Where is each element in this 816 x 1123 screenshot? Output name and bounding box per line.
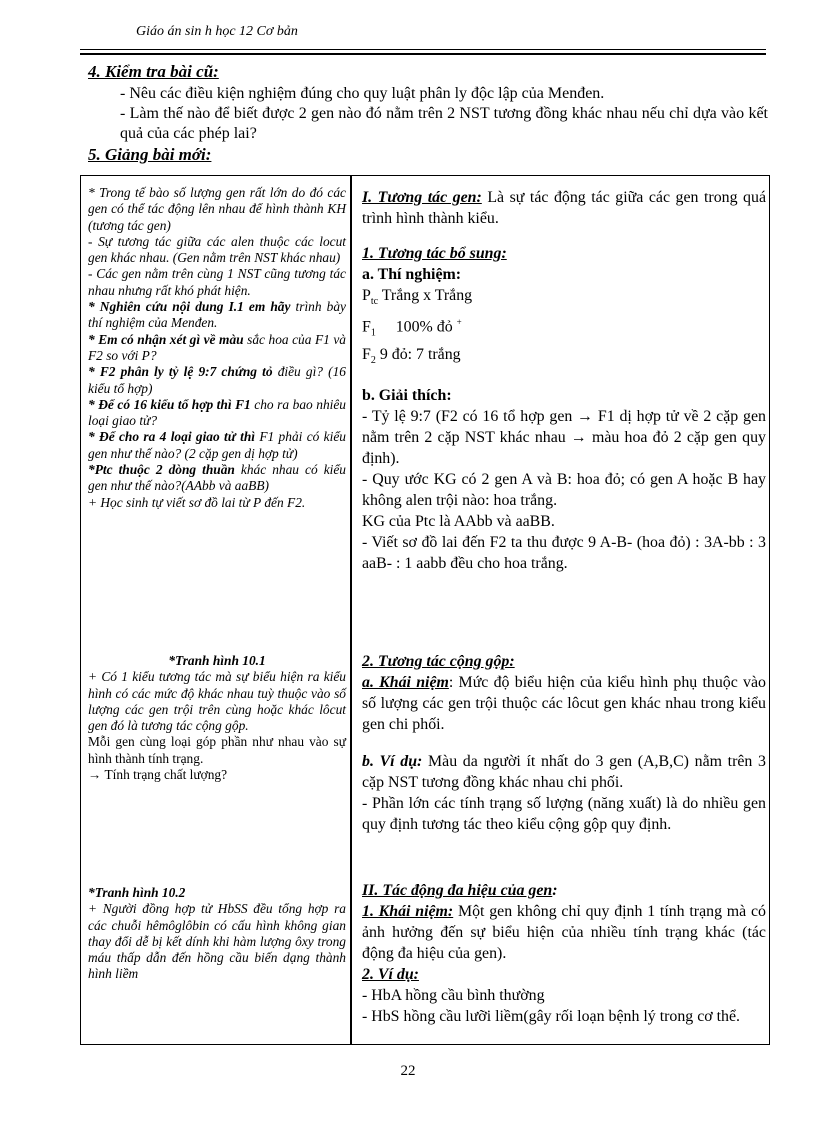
figure-label-10-2: *Tranh hình 10.2: [88, 885, 186, 900]
left-text: *Ptc thuộc 2 dòng thuần khác nhau có kiểu gen như thế nào?(AAbb và aaBB): [88, 462, 346, 494]
review-question-1: - Nêu các điều kiện nghiệm đúng cho quy luật phân ly độc lập của Menđen.: [120, 85, 605, 102]
header-rule-thick: [80, 53, 766, 55]
cross-f2: $F_2$ 9 đỏ: 7 trắng: [362, 345, 461, 366]
section-4-title: 4. Kiểm tra bài cũ:: [88, 62, 219, 81]
table-column-divider: [350, 175, 352, 1045]
left-text: * Em có nhận xét gì về màu sắc hoa của F1 và F2 so với P?: [88, 331, 346, 363]
right-heading-b: b. Giải thích:: [362, 386, 452, 404]
left-text: * F2 phân ly tỷ lệ 9:7 chứng tỏ điều gì? (16 kiểu tổ hợp): [88, 364, 346, 396]
right-text: - HbS hồng cầu lưỡi liềm(gây rối loạn bệnh lý trong cơ thể.: [362, 1008, 741, 1025]
right-text: - HbA hồng cầu bình thường: [362, 987, 545, 1004]
left-column-part3: [88, 885, 346, 983]
page-header: Giáo án sin h học 12 Cơ bản: [136, 24, 298, 39]
left-text: + Người đồng hợp tử HbSS đều tổng hợp ra các chuỗi hêmôglôbin có cấu hình không gian thay đổi dễ bị kết dính khi hàm lượng ôxy trong máu thấp dẫn đến hồng cầu biến dạng thành hình liềm: [88, 901, 346, 982]
left-text: Mỗi gen cùng loại góp phần như nhau vào sự hình thành tính trạng.: [88, 734, 346, 766]
right-column: [362, 187, 766, 574]
section-5-title: 5. Giảng bài mới:: [88, 145, 212, 164]
left-text: → Tính trạng chất lượng?: [88, 767, 228, 783]
left-text: * Để cho ra 4 loại giao tử thì F1 phải có kiểu gen như thế nào? (2 cặp gen dị hợp tử): [88, 429, 346, 461]
right-heading-2: II. Tác động đa hiệu của gen:: [362, 882, 558, 899]
right-text: - Tỷ lệ 9:7 (F2 có 16 tổ hợp gen → F1 dị hợp tử về 2 cặp gen nằm trên 2 cặp NST khác nhau → màu hoa đỏ 2 cặp gen quy định).: [362, 407, 766, 467]
right-text: - Phần lớn các tính trạng số lượng (năng xuất) là do nhiều gen quy định tương tác theo kiểu cộng gộp quy định.: [362, 795, 766, 833]
left-text: - Các gen nằm trên cùng 1 NST cũng tương tác nhau nhưng rất khó phát hiện.: [88, 266, 346, 298]
left-text: + Học sinh tự viết sơ đồ lai từ P đến F2.: [88, 494, 306, 510]
right-heading-a: a. Thí nghiệm:: [362, 266, 462, 283]
review-question-2: - Làm thế nào để biết được 2 gen nào đó nằm trên 2 NST tương đồng khác nhau nếu chỉ dựa vào kết quả của các phép lai?: [120, 105, 768, 142]
page-number: 22: [400, 1063, 416, 1079]
right-text: KG của Ptc là AAbb và aaBB.: [362, 512, 555, 530]
right-text: a. Khái niệm: Mức độ biểu hiện của kiểu hình phụ thuộc vào số lượng các gen trội thuộc các lôcut gen khác nhau trong kiểu gen chi phối.: [362, 674, 766, 733]
header-rule-thin: [80, 49, 766, 50]
cross-p: $P_{tc}$ Trắng x Trắng: [362, 287, 473, 308]
figure-label-10-1: *Tranh hình 10.1: [168, 653, 266, 668]
right-text: - Quy ước KG có 2 gen A và B: hoa đỏ; có gen A hoặc B hay không alen trội nào: hoa trắng.: [362, 470, 766, 509]
spacer: [362, 371, 766, 385]
left-text: * Để có 16 kiểu tổ hợp thì F1 cho ra bao nhiêu loại giao tử?: [88, 396, 346, 429]
right-text: 1. Khái niệm: Một gen không chỉ quy định 1 tính trạng mà có ảnh hưởng đến sự biểu hiện của nhiều tính trạng khác (tác động đa hiệu của gen).: [362, 903, 766, 962]
left-text: * Nghiên cứu nội dung I.1 em hãy trình bày thí nghiệm của Menđen.: [88, 299, 346, 331]
cross-f1: $F_1$ 100% đỏ +: [362, 317, 462, 339]
left-text: - Sự tương tác giữa các alen thuộc các locut gen khác nhau. (Gen nằm trên NST khác nhau): [88, 233, 346, 266]
left-column-part2: [88, 653, 346, 783]
left-column: [88, 185, 346, 511]
right-heading-1: I. Tương tác gen: Là sự tác động tác giữa các gen trong quá trình hình thành kiểu.: [362, 189, 766, 227]
right-text: b. Ví dụ: Màu da người ít nhất do 3 gen (A,B,C) nằm trên 3 cặp NST tương đồng khác nhau chi phối.: [362, 753, 766, 791]
right-text: - Viết sơ đồ lai đến F2 ta thu được 9 A-B- (hoa đỏ) : 3A-bb : 3 aaB- : 1 aabb đều cho hoa trắng.: [362, 533, 766, 572]
spacer: [362, 229, 766, 243]
right-heading-2-2: 2. Ví dụ:: [362, 966, 419, 983]
left-text: * Trong tế bào số lượng gen rất lớn do đó các gen có thể tác động lên nhau để hình thành KH (tương tác gen): [88, 185, 346, 233]
left-text: + Có 1 kiểu tương tác mà sự biểu hiện ra kiểu hình có các mức độ khác nhau tuỳ thuộc vào số lượng các gen trội trên cùng hoặc khác lôcut gen đó là tương tác cộng gộp.: [88, 669, 346, 734]
spacer: [362, 735, 766, 751]
right-heading-1-1: 1. Tương tác bổ sung:: [362, 245, 507, 262]
right-heading-1-2: 2. Tương tác cộng gộp:: [362, 653, 515, 670]
right-column-part3: [362, 880, 766, 1027]
right-column-part2: [362, 651, 766, 835]
